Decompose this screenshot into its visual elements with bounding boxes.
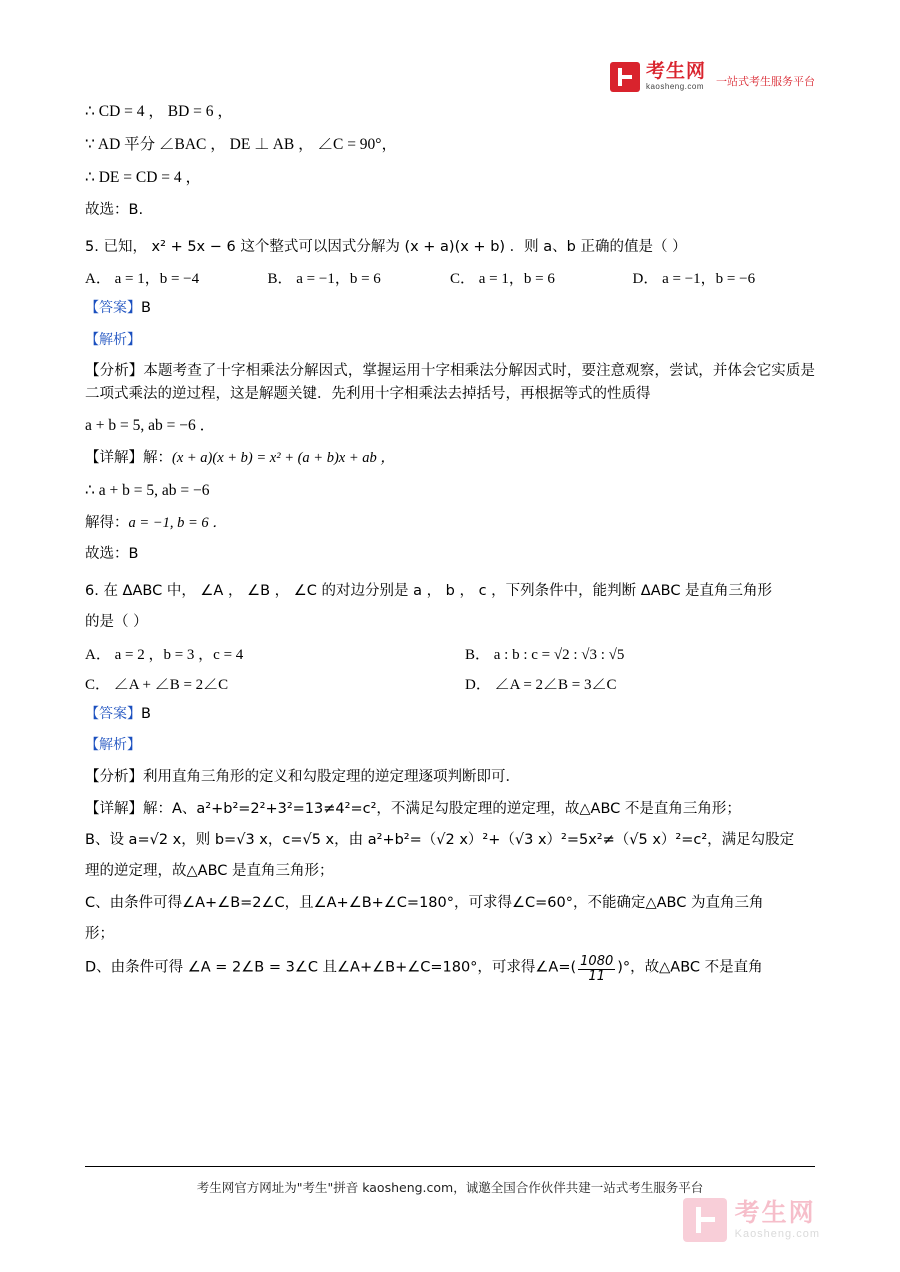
question-6-options-row-1 xyxy=(85,643,815,664)
question-6-option-c-explain-2: 形； xyxy=(85,926,114,943)
fenxi-text: 利用直角三角形的定义和勾股定理的逆定理逐项判断即可． xyxy=(143,769,520,786)
footer-divider xyxy=(85,1166,815,1167)
option-a[interactable]: A． a = 1，b = −4 xyxy=(85,270,200,287)
fenxi-tag: 【分析】 xyxy=(85,769,143,786)
watermark-title-en: Kaosheng.com xyxy=(734,1228,820,1241)
option-c[interactable]: C． a = 1，b = 6 xyxy=(450,270,555,287)
option-b[interactable]: B． a = −1，b = 6 xyxy=(267,270,381,287)
question-5-conclusion: 故选：B xyxy=(85,546,139,563)
fraction-denominator: 11 xyxy=(588,968,605,984)
logo-tagline: 一站式考生服务平台 xyxy=(716,76,815,88)
question-6-answer-row xyxy=(85,703,815,726)
option-a[interactable]: A． a = 2 ，b = 3 ，c = 4 xyxy=(85,646,244,663)
option-d[interactable]: D． a = −1，b = −6 xyxy=(632,270,756,287)
question-5-xiangjie-math-2: ∴ a + b = 5, ab = −6 xyxy=(85,481,210,499)
question-6-options-row-2 xyxy=(85,673,815,694)
logo-text-group xyxy=(646,62,706,92)
question-6-option-b-explain: B、设 a=√2 x，则 b=√3 x，c=√5 x，由 a²+b²=（√2 x）²+（√3 x）²=5x²≠（√5 x）²=c²，满足勾股定 xyxy=(85,831,795,848)
question-5-xiangjie xyxy=(85,447,815,469)
question-5-solve xyxy=(85,512,815,534)
proof-line-3: ∴ DE = CD = 4 ， xyxy=(85,169,202,187)
footer-watermark xyxy=(683,1198,820,1242)
option-d[interactable]: D． ∠A = 2∠B = 3∠C xyxy=(465,676,617,693)
question-6-text-1: 在 ΔABC 中， ∠A ， ∠B ， ∠C 的对边分别是 a ， b ， c ，下列条件中，能判断 ΔABC 是直角三角形 xyxy=(103,582,773,599)
question-5-fenxi xyxy=(85,360,815,405)
question-5-stem xyxy=(85,236,815,258)
watermark-title-cn: 考生网 xyxy=(734,1199,816,1228)
proof-line-1: ∴ CD = 4 ， BD = 6 ， xyxy=(85,103,233,120)
document-content xyxy=(85,100,815,992)
question-6-xiangjie xyxy=(85,798,815,820)
question-5-answer-row xyxy=(85,297,815,320)
xiangjie-math-1: (x + a)(x + b) = x² + (a + b)x + ab ， xyxy=(172,450,395,467)
question-5-number: 5. xyxy=(85,238,99,255)
footer-text: 考生网官方网址为"考生"拼音 kaosheng.com，诚邀全国合作伙伴共建一站式考生服务平台 xyxy=(196,1180,704,1195)
logo-title-cn: 考生网 xyxy=(645,61,706,83)
option-c[interactable]: C． ∠A + ∠B = 2∠C xyxy=(85,676,229,693)
logo-mark-icon xyxy=(610,62,640,92)
question-6-option-c-explain: C、由条件可得∠A+∠B=2∠C，且∠A+∠B+∠C=180°，可求得∠C=60°，不能确定△ABC 为直角三角 xyxy=(85,894,764,911)
xiangjie-lead: 解：A、a²+b²=2²+3²=13≠4²=c²，不满足勾股定理的逆定理，故△ABC 不是直角三角形； xyxy=(143,800,741,817)
question-6-stem-line-2: 的是（ ） xyxy=(85,614,148,631)
watermark-text-group xyxy=(735,1199,820,1240)
proof-line-2: ∵ AD 平分 ∠BAC ， DE ⊥ AB ， ∠C = 90°， xyxy=(85,136,398,154)
option-b[interactable]: B． a : b : c = √2 : √3 : √5 xyxy=(465,646,625,663)
solve-math: a = −1, b = 6 ． xyxy=(128,514,227,531)
proof-line-4: 故选：B. xyxy=(85,202,144,219)
fraction-1080-11 xyxy=(578,955,615,983)
question-6-stem-line-1 xyxy=(85,580,815,602)
question-6-analysis-tag xyxy=(85,734,815,757)
answer-value: B xyxy=(141,705,151,722)
xiangjie-tag: 【详解】 xyxy=(85,800,143,817)
fenxi-tag: 【分析】 xyxy=(85,363,144,380)
fraction-numerator: 1080 xyxy=(580,953,614,969)
question-5-text: 已知， x² + 5x − 6 这个整式可以因式分解为 (x + a)(x + b) ．则 a、b 正确的值是（ ） xyxy=(103,238,687,255)
question-5-analysis-tag xyxy=(85,329,815,352)
fenxi-text: 本题考查了十字相乘法分解因式，掌握运用十字相乘法分解因式时，要注意观察，尝试，并体会它实质是二项式乘法的逆过程，这是解题关键．先利用十字相乘法去掉括号，再根据等式的性质得 xyxy=(85,363,816,402)
solve-label: 解得： xyxy=(85,514,129,531)
question-5-options xyxy=(85,267,815,288)
analysis-tag: 【解析】 xyxy=(85,331,141,348)
answer-tag: 【答案】 xyxy=(85,299,141,316)
question-5-fenxi-math: a + b = 5, ab = −6 ． xyxy=(85,417,216,435)
analysis-tag: 【解析】 xyxy=(85,737,141,754)
site-logo xyxy=(610,62,815,92)
question-6-option-b-explain-2: 理的逆定理，故△ABC 是直角三角形； xyxy=(85,863,334,880)
xiangjie-lead: 解： xyxy=(143,450,172,467)
answer-value: B xyxy=(141,299,151,316)
question-6-number: 6. xyxy=(85,582,99,599)
option-d-explain-pre: D、由条件可得 ∠A = 2∠B = 3∠C 且∠A+∠B+∠C=180°，可求得∠A=( xyxy=(85,959,577,976)
question-6-fenxi xyxy=(85,766,815,788)
xiangjie-tag: 【详解】 xyxy=(85,450,143,467)
option-d-explain-post: )°，故△ABC 不是直角 xyxy=(617,959,763,976)
watermark-mark-icon xyxy=(683,1198,727,1242)
answer-tag: 【答案】 xyxy=(85,705,141,722)
logo-title-en: kaosheng.com xyxy=(645,82,705,92)
question-6-option-d-explain xyxy=(85,955,815,983)
